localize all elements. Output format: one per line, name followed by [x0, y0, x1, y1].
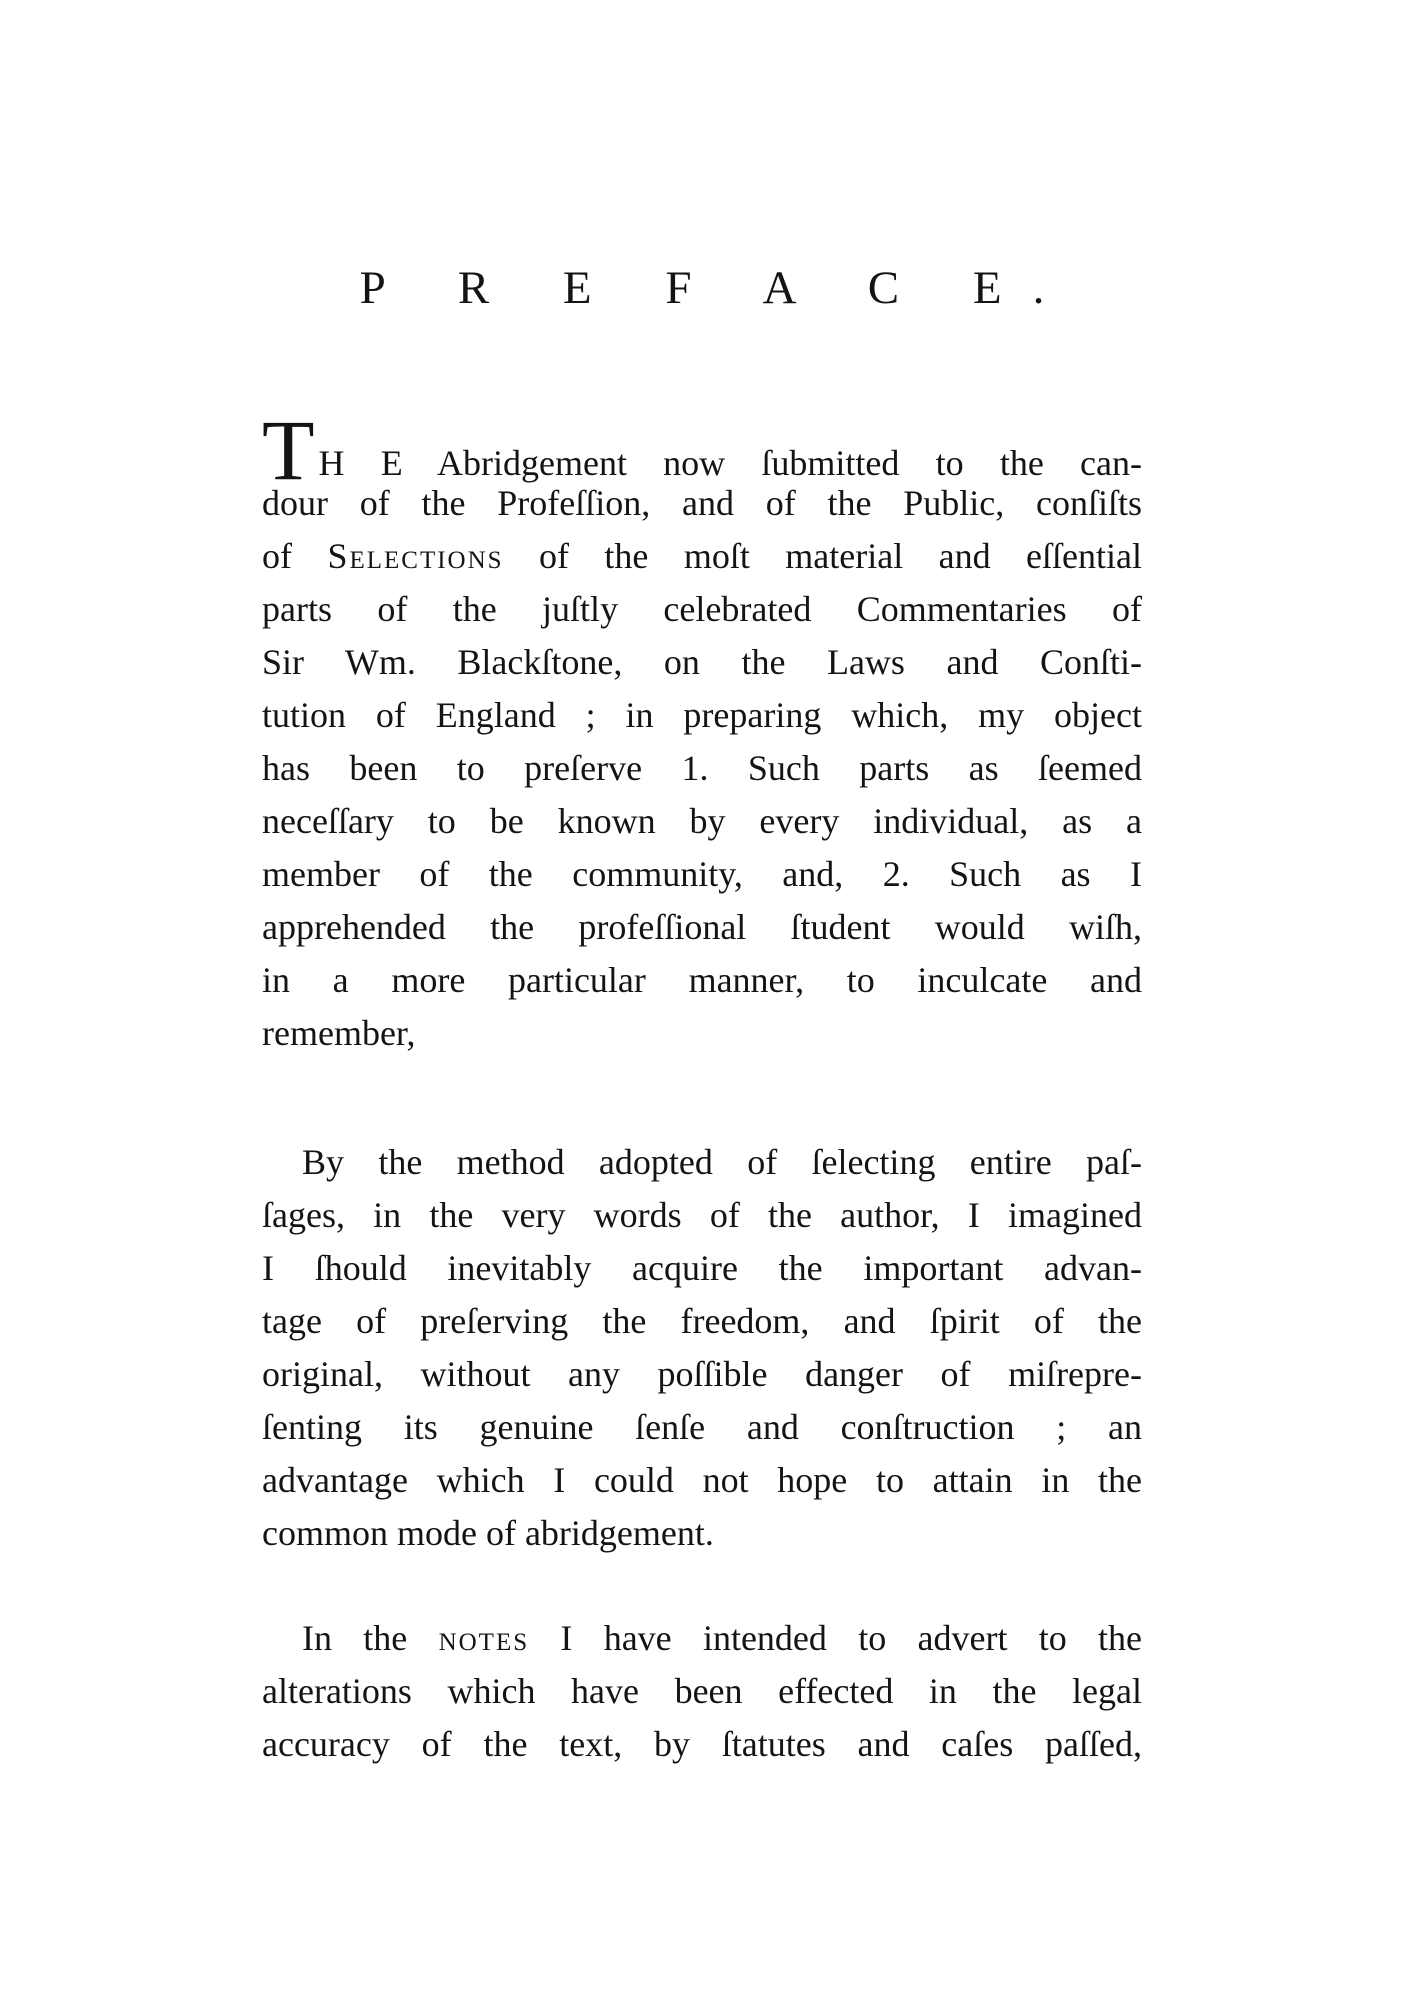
text-line: original, without any poſſible danger of miſrepre- — [262, 1354, 1142, 1394]
text-line: Sir Wm. Blackſtone, on the Laws and Conſti- — [262, 642, 1142, 682]
text-span: of the moſt material and eſſential — [539, 536, 1142, 576]
small-caps-term: notes — [438, 1618, 530, 1658]
text-line: accuracy of the text, by ſtatutes and caſes paſſed, — [262, 1724, 1142, 1764]
text-line: ſenting its genuine ſenſe and conſtruction ; an — [262, 1407, 1142, 1447]
paragraph-3 — [262, 1612, 1142, 1771]
text-line: neceſſary to be known by every individual, as a — [262, 801, 1142, 841]
text-line: I ſhould inevitably acquire the important advan- — [262, 1248, 1142, 1288]
text-line — [262, 530, 1142, 583]
drop-cap: T — [262, 402, 315, 498]
text-span: In the — [302, 1618, 408, 1658]
paragraph-2 — [262, 1136, 1142, 1560]
text-span: of — [262, 536, 292, 576]
text-line: parts of the juſtly celebrated Commentaries of — [262, 589, 1142, 629]
text-line: member of the community, and, 2. Such as I — [262, 854, 1142, 894]
text-line: remember, — [262, 1013, 416, 1053]
text-line: ſages, in the very words of the author, I imagined — [262, 1195, 1142, 1235]
text-line: tution of England ; in preparing which, my object — [262, 695, 1142, 735]
text-line: dour of the Profeſſion, and of the Public, conſiſts — [262, 483, 1142, 523]
text-line: advantage which I could not hope to attain in the — [262, 1460, 1142, 1500]
text-line: tage of preſerving the freedom, and ſpirit of the — [262, 1301, 1142, 1341]
text-line: By the method adopted of ſelecting entire paſ- — [302, 1142, 1142, 1182]
small-caps-term: Selections — [327, 536, 504, 576]
text-line: has been to preſerve 1. Such parts as ſeemed — [262, 748, 1142, 788]
page-title: P R E F A C E. — [359, 262, 1076, 314]
text-line: in a more particular manner, to inculcate and — [262, 960, 1142, 1000]
text-line — [262, 402, 1142, 498]
paragraph-1 — [262, 402, 1142, 1060]
text-line: common mode of abridgement. — [262, 1513, 714, 1553]
text-span: H E Abridgement now ſubmitted to the can- — [318, 443, 1142, 483]
text-line — [262, 1612, 1142, 1665]
text-line: alterations which have been effected in the legal — [262, 1671, 1142, 1711]
text-line: apprehended the profeſſional ſtudent would wiſh, — [262, 907, 1142, 947]
text-span: I have intended to advert to the — [560, 1618, 1143, 1658]
